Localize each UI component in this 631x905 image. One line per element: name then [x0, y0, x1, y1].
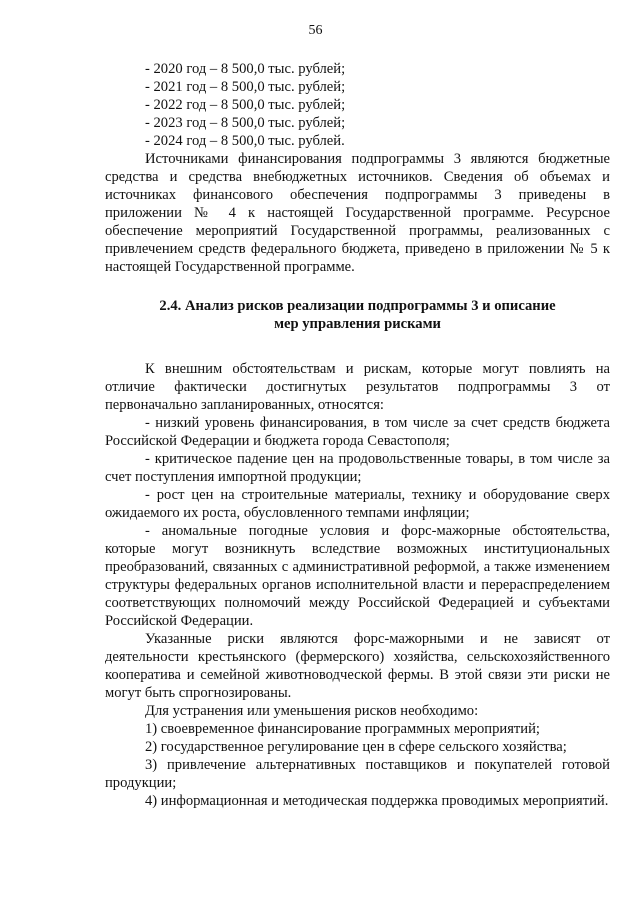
mitigation-item: 4) информационная и методическая поддержка проводимых мероприятий.	[145, 793, 609, 809]
page-number: 56	[308, 23, 323, 38]
funding-list-item: - 2023 год – 8 500,0 тыс. рублей;	[145, 115, 346, 131]
risks-intro-paragraph: К внешним обстоятельствам и рискам, которые могут повлиять на отличие фактически достигнутых результатов подпрограммы 3 от первоначально запланированных, относятся:	[105, 361, 610, 413]
risk-item: - низкий уровень финансирования, в том числе за счет средств бюджета Российской Федерации и бюджета города Севастополя;	[105, 415, 610, 449]
section-title-line: 2.4. Анализ рисков реализации подпрограммы 3 и описание	[159, 298, 556, 314]
force-majeure-paragraph: Указанные риски являются форс-мажорными и не зависят от деятельности крестьянского (фермерского) хозяйства, сельскохозяйственного кооператива и семейной животноводческой фермы. В этой связи эти риски не могут быть спрогнозированы.	[105, 631, 610, 701]
risk-item: - рост цен на строительные материалы, технику и оборудование сверх ожидаемого их роста, обусловленного темпами инфляции;	[105, 487, 610, 521]
mitigation-item: 1) своевременное финансирование программных мероприятий;	[145, 721, 540, 737]
funding-list-item: - 2020 год – 8 500,0 тыс. рублей;	[145, 61, 346, 77]
mitigation-item: 3) привлечение альтернативных поставщиков и покупателей готовой продукции;	[105, 757, 610, 791]
mitigation-item: 2) государственное регулирование цен в сфере сельского хозяйства;	[145, 739, 567, 755]
funding-sources-paragraph: Источниками финансирования подпрограммы 3 являются бюджетные средства и средства внебюджетных источников. Сведения об объемах и источниках финансового обеспечения подпрограммы 3 приведены в приложении № 4 к настоящей Государственной программе. Ресурсное обеспечение мероприятий Государственной программы, реализованных с привлечением средств федерального бюджета, приведено в приложении № 5 к настоящей Государственной программе.	[105, 151, 610, 275]
risk-item: - аномальные погодные условия и форс-мажорные обстоятельства, которые могут возникнуть вследствие возможных институциональных преобразований, связанных с административной реформой, а также изменением структуры федеральных органов исполнительной власти и перераспределением соответствующих полномочий между Российской Федерацией и субъектами Российской Федерации.	[105, 523, 610, 629]
funding-list-item: - 2024 год – 8 500,0 тыс. рублей.	[145, 133, 345, 149]
funding-list-item: - 2021 год – 8 500,0 тыс. рублей;	[145, 79, 346, 95]
document-body	[105, 60, 610, 810]
funding-list-item: - 2022 год – 8 500,0 тыс. рублей;	[145, 97, 346, 113]
mitigation-intro: Для устранения или уменьшения рисков необходимо:	[145, 703, 479, 719]
section-title	[105, 297, 610, 333]
section-title-line: мер управления рисками	[274, 316, 441, 332]
risk-item: - критическое падение цен на продовольственные товары, в том числе за счет поступления импортной продукции;	[105, 451, 610, 485]
